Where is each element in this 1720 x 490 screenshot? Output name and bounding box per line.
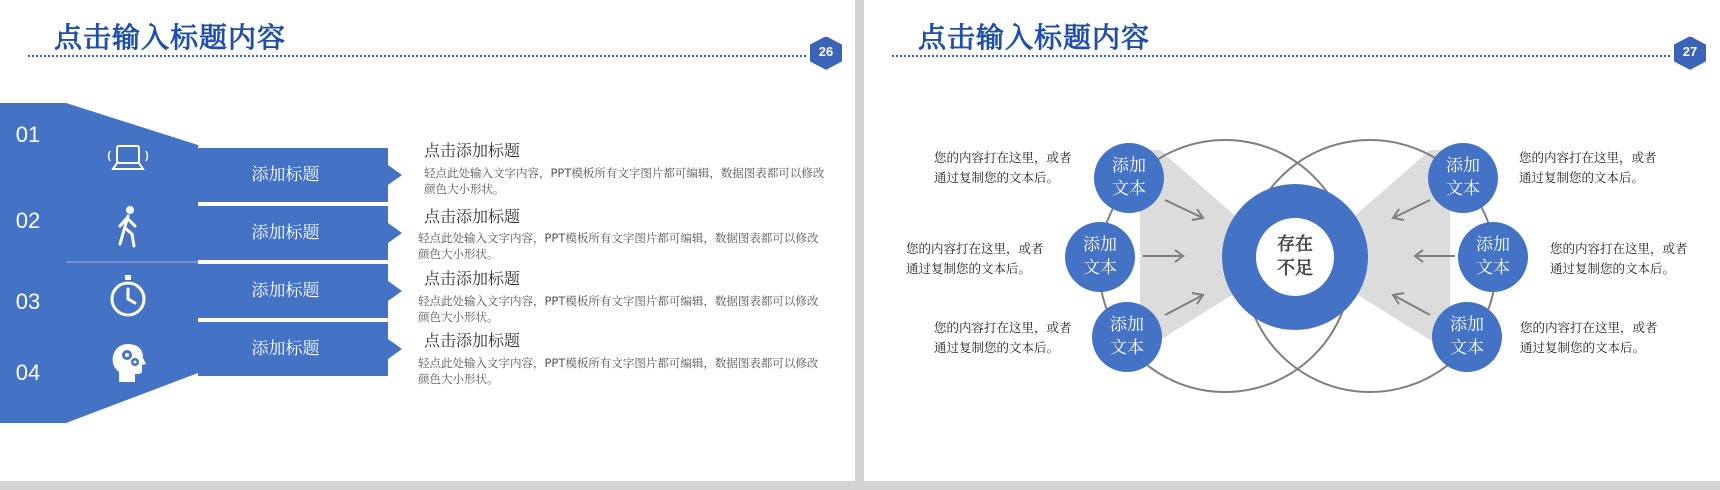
item-title: 点击添加标题	[424, 269, 521, 288]
text-bubble[interactable]: 添加文本	[1092, 302, 1162, 372]
center-label: 存在不足	[1256, 218, 1334, 296]
note-text: 您的内容打在这里，或者通过复制您的文本后。	[1520, 320, 1658, 355]
title-divider	[28, 55, 818, 57]
page-number: 27	[1682, 44, 1698, 59]
text-bubble[interactable]: 添加文本	[1458, 222, 1528, 292]
item-title: 点击添加标题	[424, 331, 521, 350]
item-description: 轻点此处输入文字内容，PPT模板所有文字图片都可编辑，数据图表都可以修改颜色大小形状。	[418, 356, 819, 386]
tag-arrow	[388, 223, 402, 243]
tag-arrow	[388, 339, 402, 359]
slide-title: 点击输入标题内容	[918, 21, 1151, 54]
item-description: 轻点此处输入文字内容，PPT模板所有文字图片都可编辑，数据图表都可以修改颜色大小形状。	[418, 231, 819, 261]
text-bubble[interactable]: 添加文本	[1428, 143, 1498, 213]
item-description: 轻点此处输入文字内容，PPT模板所有文字图片都可编辑，数据图表都可以修改颜色大小形状。	[424, 166, 825, 196]
slide-26[interactable]	[0, 0, 855, 481]
page-number-badge	[806, 29, 846, 73]
row-tag[interactable]	[198, 206, 388, 260]
item-title: 点击添加标题	[424, 141, 521, 160]
laptop-icon	[105, 139, 151, 185]
item-description: 轻点此处输入文字内容，PPT模板所有文字图片都可编辑，数据图表都可以修改颜色大小形状。	[418, 294, 819, 324]
note-text: 您的内容打在这里，或者通过复制您的文本后。	[934, 150, 1072, 185]
stopwatch-icon	[105, 273, 151, 319]
row-tag-label: 添加标题	[251, 339, 320, 359]
text-bubble[interactable]: 添加文本	[1094, 143, 1164, 213]
tag-arrow	[388, 281, 402, 301]
row-tag-label: 添加标题	[251, 223, 320, 243]
tag-arrow	[388, 165, 402, 185]
row-tag-label: 添加标题	[251, 281, 320, 301]
row-tag[interactable]	[198, 148, 388, 202]
row-number: 04	[15, 360, 41, 385]
text-bubble[interactable]: 添加文本	[1432, 302, 1502, 372]
page-number: 26	[818, 44, 834, 59]
note-text: 您的内容打在这里，或者通过复制您的文本后。	[906, 241, 1044, 276]
row-number: 03	[15, 289, 41, 314]
row-tag[interactable]	[198, 264, 388, 318]
row-number: 01	[15, 122, 41, 147]
row-number: 02	[15, 208, 41, 233]
text-bubble[interactable]: 添加文本	[1065, 222, 1135, 292]
item-title: 点击添加标题	[424, 207, 521, 226]
page-number-ghost: 7	[1687, 29, 1693, 40]
walking-person-icon	[105, 204, 151, 250]
row-tag[interactable]	[198, 322, 388, 376]
page-number-ghost: 0	[823, 29, 829, 40]
slide-title: 点击输入标题内容	[54, 21, 287, 54]
note-text: 您的内容打在这里，或者通过复制您的文本后。	[1550, 241, 1688, 276]
note-text: 您的内容打在这里，或者通过复制您的文本后。	[934, 320, 1072, 355]
head-gears-icon	[105, 338, 151, 384]
note-text: 您的内容打在这里，或者通过复制您的文本后。	[1519, 150, 1657, 185]
row-tag-label: 添加标题	[251, 165, 320, 185]
